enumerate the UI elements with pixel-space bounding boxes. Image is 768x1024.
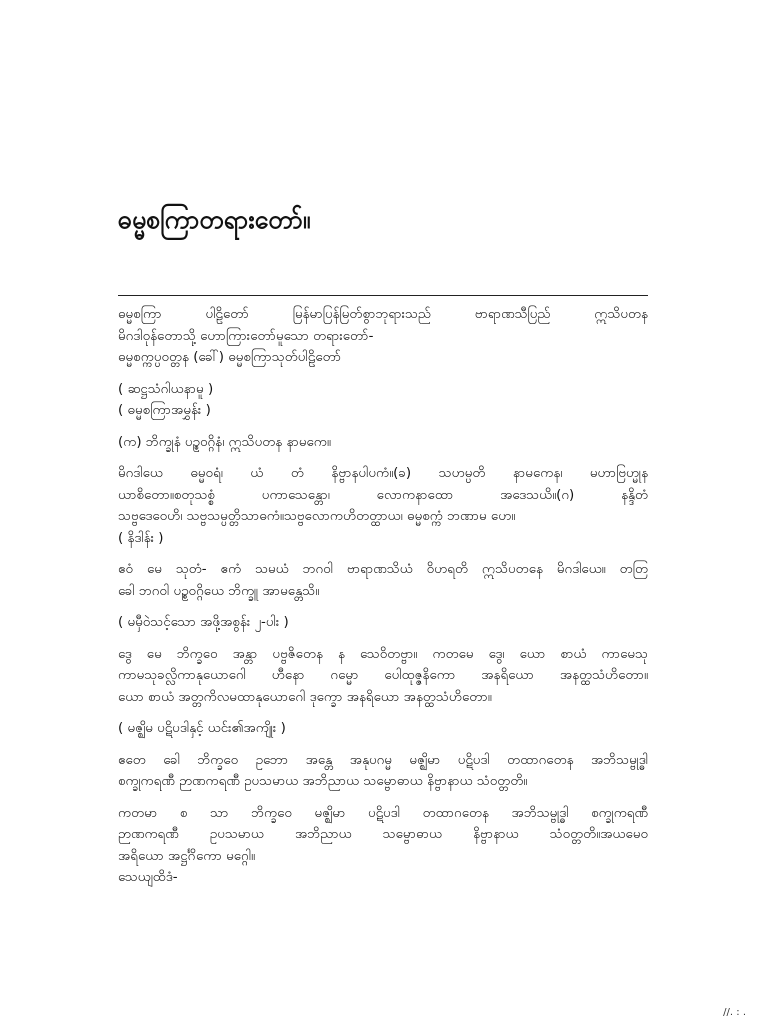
page-title: ဓမ္မစကြာတရားတော်။ [118, 205, 311, 234]
text-line: သဗ္ဗဒေဝေဟိ၊ သဗ္ဗသမ္ပတ္တိသာဓကံ။သဗ္ဗလောကဟိတတ္ထာယ၊ ဓမ္မစက္ကံ ဘဏာမ ဟေ။ [118, 509, 516, 524]
paragraph [118, 612, 648, 634]
text-line: စက္ခုကရဏီ ဉာဏကရဏီ ဥပသမာယ အဘိညာယ သမ္ဗောဓာယ နိဗ္ဗာနာယ သံဝတ္တတိ။ [118, 774, 528, 789]
text-line: ကတမာ စ သာ ဘိက္ခဝေ မဇ္ဈိမာ ပဋိပဒါ တထာဂတေန အဘိသမ္ဗုဒ္ဓါ စက္ခုကရဏီ [118, 805, 648, 821]
paragraph [118, 379, 648, 422]
title-divider [118, 295, 648, 296]
text-line: ကာမသုခလ္လိကာနုယောဂေါ ဟီနော ဂမ္မော ပေါထုဇ္ဇနိကော အနရိယော အနတ္ထသံဟိတော။ [118, 668, 648, 683]
text-line: ဓမ္မစက္ကပ္ပဝတ္တန (ခေါ်) ဓမ္မစကြာသုတ်ပါဠိတော် [118, 350, 342, 365]
text-line: ( နိဒါန်း ) [118, 530, 164, 546]
paragraph [118, 644, 648, 709]
text-line: ဉာဏကရဏီ ဥပသမာယ အဘိညာယ သမ္ဗောဓာယ နိဗ္ဗာနာယ သံဝတ္တတိ။အယမေဝ [118, 827, 648, 842]
document-body [118, 304, 648, 899]
text-line: ဧဝံ မေ သုတံ- ဧကံ သမယံ ဘဂဝါ ဗာရာဏသိယံ ဝိဟရတိ ဣသိပတနေ မိဂဒါယေ။ တတြ [118, 562, 648, 577]
paragraph [118, 750, 648, 793]
text-line: ဒွေ မေ ဘိက္ခဝေ အန္တာ ပဗ္ဗဇိတေန န သေဝိတဗ္ဗာ။ ကတမေ ဒွေ၊ ယော စာယံ ကာမေသု [118, 646, 648, 662]
text-line: သေယျထိဒံ- [118, 870, 178, 885]
text-line: မိဂဒါယေ ဓမ္မဝရံ၊ ယံ တံ နိဗ္ဗာနပါပကံ။(ခ) သဟမ္ပတိ နာမကေန၊ မဟာဗြဟ္မုန [118, 466, 648, 481]
paragraph [118, 463, 648, 549]
page-folio-mark: //. : . [723, 1007, 746, 1018]
paragraph [118, 718, 648, 740]
paragraph [118, 803, 648, 889]
text-line: ဓမ္မစကြာ ပါဠိတော် မြန်မာပြန်မြတ်စွာဘုရားသည် ဗာရာဏသီပြည် ဣသိပတန [118, 307, 648, 322]
paragraph [118, 304, 648, 369]
text-line: ( မမှီဝဲသင့်သော အဖို့အစွန်း ၂-ပါး ) [118, 615, 289, 630]
text-line: ယာစိတော။စတုသစ္စံ ပကာသေန္တော၊ လောကနာထော အဒေသယိ။(ဂ) နန္ဒိတံ [118, 487, 648, 503]
text-line: (က) ဘိက္ခုနံ ပဉ္စဝဂ္ဂိနံ၊ ဣသိပတန နာမကေ။ [118, 434, 331, 450]
paragraph [118, 559, 648, 602]
text-line: ( မဇ္ဈိမ ပဋိပဒါနှင့် ယင်း၏အကျိုး ) [118, 721, 286, 736]
text-line: အရိယော အဋ္ဌင်္ဂိကော မဂ္ဂေါ။ [118, 848, 256, 864]
text-line: ခေါ ဘဂဝါ ပဉ္စဝဂ္ဂိယေ ဘိက္ခူ အာမန္တေသိ။ [118, 583, 320, 599]
text-line: ဧတေ ခေါ ဘိက္ခဝေ ဥဘော အန္တေ အနုပဂမ္မ မဇ္ဈိမာ ပဋိပဒါ တထာဂတေန အဘိသမ္ဗုဒ္ဓါ [118, 752, 648, 768]
text-line: ယော စာယံ အတ္တကိလမထာနုယောဂေါ ဒုက္ခော အနရိယော အနတ္ထသံဟိတော။ [118, 689, 492, 705]
text-line: ( ဆဋ္ဌသံဂါယနာမူ ) [118, 381, 214, 397]
paragraph [118, 432, 648, 454]
text-line: မိဂဒါဝုန်တောသို့ ဟောကြားတော်မူသော တရားတော်- [118, 328, 374, 344]
text-line: ( ဓမ္မစကြာအမွှန်း ) [118, 403, 211, 418]
